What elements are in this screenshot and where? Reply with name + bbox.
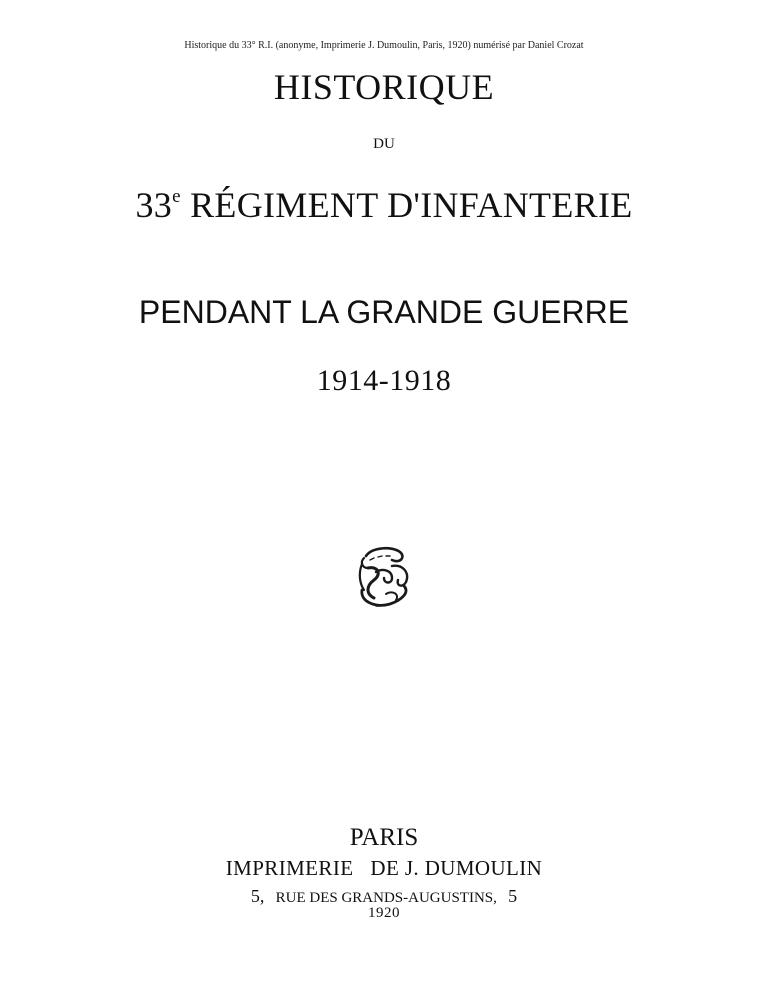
address-street: RUE DES GRANDS-AUGUSTINS, [275, 890, 497, 906]
regiment-name: RÉGIMENT D'INFANTERIE [180, 185, 633, 225]
imprint-printer: IMPRIMERIE DE J. DUMOULIN [225, 856, 543, 880]
running-header: Historique du 33° R.I. (anonyme, Imprimerie J. Dumoulin, Paris, 1920) numérisé par Daniel Crozat [184, 40, 584, 51]
years: 1914-1918 [316, 364, 452, 397]
imprint-year: 1920 [368, 905, 400, 921]
regiment-number: 33 [135, 185, 173, 225]
subtitle: PENDANT LA GRANDE GUERRE [138, 294, 630, 330]
imprint-address [0, 886, 768, 907]
address-number-left: 5, [250, 886, 265, 906]
regiment-title [0, 184, 768, 226]
page-title: HISTORIQUE [273, 67, 495, 107]
regiment-ordinal-suffix: e [172, 186, 181, 207]
printer-ornament-icon [356, 544, 418, 610]
address-number-right: 5 [508, 886, 518, 906]
imprint-city: PARIS [349, 824, 419, 851]
title-connector: DU [373, 136, 395, 152]
